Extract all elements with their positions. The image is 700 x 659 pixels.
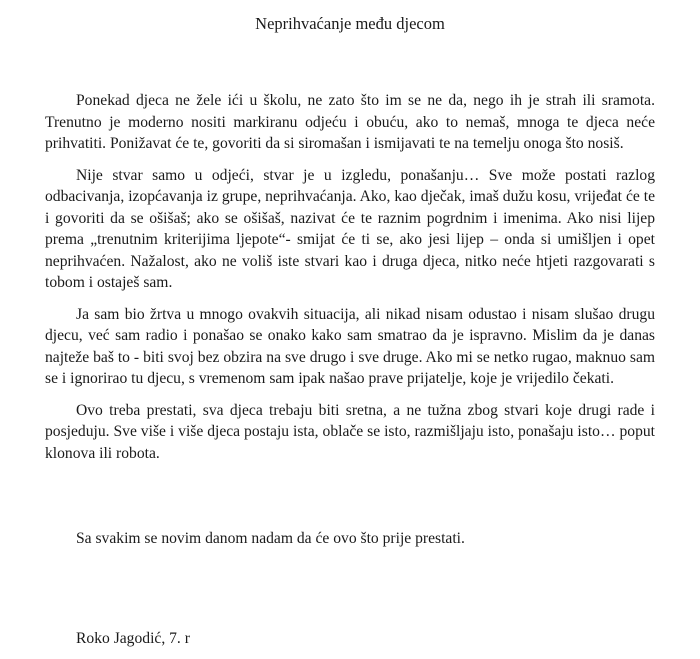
paragraph-1: Ponekad djeca ne žele ići u školu, ne zato što im se ne da, nego ih je strah ili sramota. Trenutno je moderno nositi markiranu odjeću i obuću, ako to nemaš, mnoga te djeca neće prihvatiti. Ponižavat će te, govoriti da si siromašan i ismijavati te na temelju onoga što nosiš.	[45, 92, 655, 152]
paragraph-3: Ja sam bio žrtva u mnogo ovakvih situacija, ali nikad nisam odustao i nisam slušao drugu djecu, već sam radio i ponašao se onako kako sam smatrao da je ispravno. Mislim da je danas najteže baš to - biti svoj bez obzira na sve drugo i sve druge. Ako mi se netko rugao, maknuo sam se i ignorirao tu djecu, s vremenom sam ipak našao prave prijatelje, koje je vrijedilo čekati.	[45, 305, 655, 387]
document-body	[45, 90, 655, 474]
author-signature: Roko Jagodić, 7. r	[76, 630, 190, 647]
closing-sentence: Sa svakim se novim danom nadam da će ovo što prije prestati.	[76, 530, 465, 547]
paragraph-4: Ovo treba prestati, sva djeca trebaju biti sretna, a ne tužna zbog stvari koje drugi rade i posjeduju. Sve više i više djeca postaju ista, oblače se isto, razmišljaju isto, ponašaju isto… poput klonova ili robota.	[45, 401, 655, 462]
document-title: Neprihvaćanje među djecom	[255, 14, 445, 33]
paragraph-2: Nije stvar samo u odjeći, stvar je u izgledu, ponašanju… Sve može postati razlog odbacivanja, izopćavanja iz grupe, neprihvaćanja. Ako, kao dječak, imaš dužu kosu, vrijeđat će te i govoriti da se ošišaš; ako se ošišaš, nazivat će te raznim pogrdnim i imenima. Ako nisi lijep prema „trenutnim kriterijima ljepote“- smijat će ti se, ako jesi lijep – onda si umišljen i opet neprihvaćen. Nažalost, ako ne voliš iste stvari kao i druga djeca, nitko neće htjeti razgovarati s tobom i ostaješ sam.	[45, 166, 655, 291]
